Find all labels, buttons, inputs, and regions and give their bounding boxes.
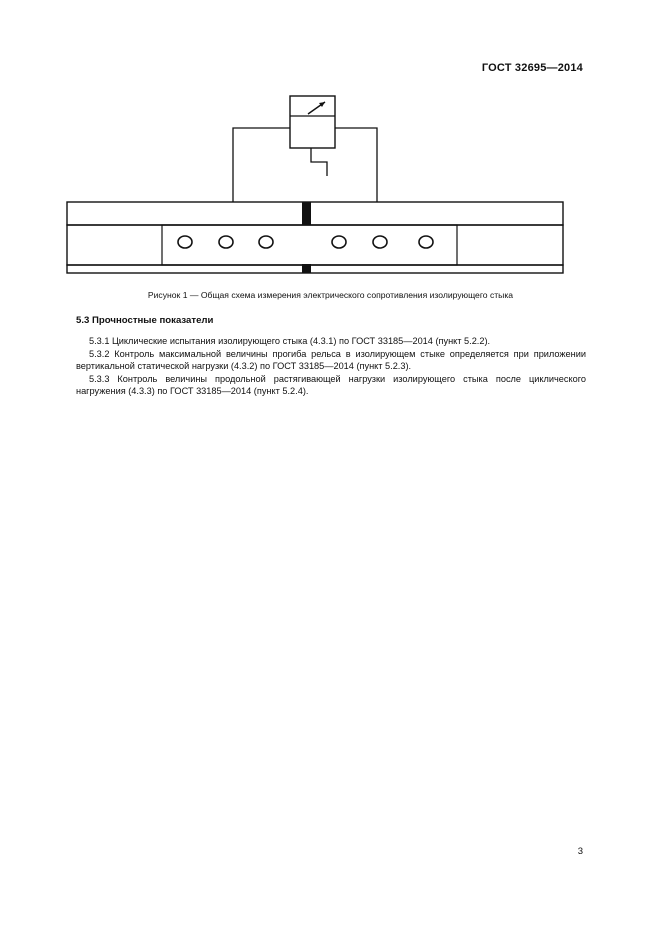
page-number: 3 [577, 846, 583, 857]
bolt-hole [373, 236, 387, 248]
figure-measurement-scheme [60, 90, 570, 280]
measurement-scheme-diagram [60, 90, 570, 280]
ground-lead [311, 148, 327, 176]
figure-caption: Рисунок 1 — Общая схема измерения электрического сопротивления изолирующего стыка [147, 290, 514, 300]
insulating-insert-bottom [302, 264, 311, 273]
document-code: ГОСТ 32695—2014 [481, 62, 583, 74]
bolt-hole [259, 236, 273, 248]
right-wire [335, 128, 377, 202]
paragraph-5-3-2: 5.3.2 Контроль максимальной величины прогиба рельса в изолирующем стыке определяется при приложении вертикальной статической нагрузки (4.3.2) по ГОСТ 33185—2014 (пункт 5.2.3). [76, 349, 586, 371]
paragraph-5-3-3: 5.3.3 Контроль величины продольной растягивающей нагрузки изолирующего стыка после циклического нагружения (4.3.3) по ГОСТ 33185—2014 (пункт 5.2.4). [76, 374, 586, 396]
section-body [76, 335, 586, 398]
left-wire [233, 128, 290, 202]
rail-base [67, 265, 563, 273]
rail-head [67, 202, 563, 225]
ohmmeter [290, 96, 335, 148]
bolt-hole [178, 236, 192, 248]
bolt-hole [419, 236, 433, 248]
joint-bar [162, 225, 457, 265]
bolt-hole [332, 236, 346, 248]
bolt-hole [219, 236, 233, 248]
rail-web [67, 225, 563, 265]
insulating-insert-top [302, 202, 311, 225]
paragraph-5-3-1: 5.3.1 Циклические испытания изолирующего стыка (4.3.1) по ГОСТ 33185—2014 (пункт 5.2.2). [89, 336, 491, 346]
section-heading: 5.3 Прочностные показатели [76, 315, 214, 326]
